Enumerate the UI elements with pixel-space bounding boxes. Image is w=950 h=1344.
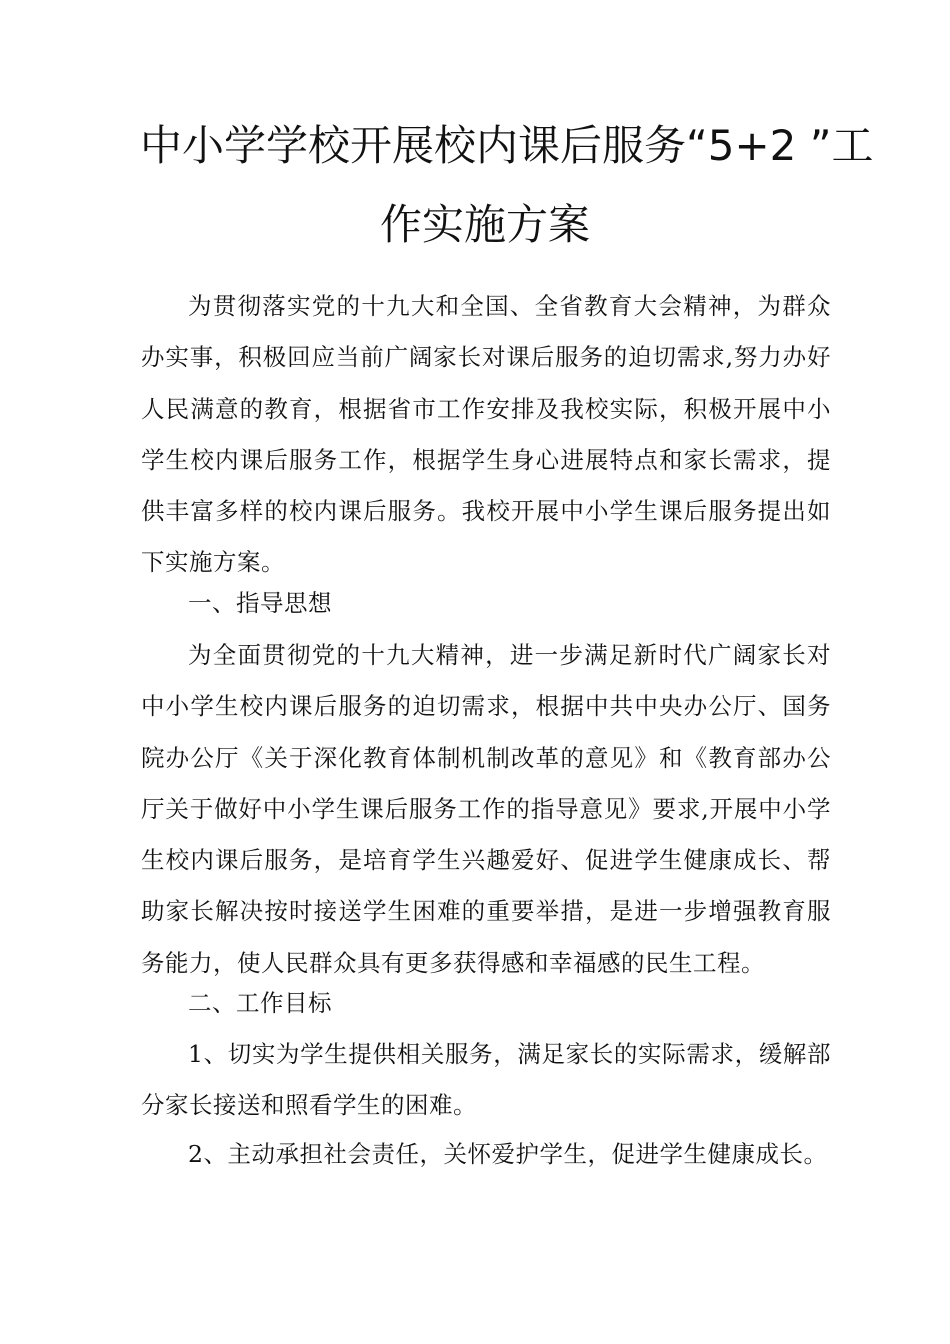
work-goal-item-1: 1、切实为学生提供相关服务，满足家长的实际需求，缓解部分家长接送和照看学生的困难。 xyxy=(141,1040,831,1120)
document-title-line-1: 中小学学校开展校内课后服务“5+2 ”工 xyxy=(140,121,874,170)
section-heading-work-goals: 二、工作目标 xyxy=(188,989,332,1017)
section-heading-guiding-ideology: 一、指导思想 xyxy=(188,589,332,617)
document-title-line-2: 作实施方案 xyxy=(379,200,590,249)
work-goal-item-2: 2、主动承担社会责任，关怀爱护学生，促进学生健康成长。 xyxy=(188,1140,828,1168)
intro-paragraph: 为贯彻落实党的十九大和全国、全省教育大会精神，为群众办实事，积极回应当前广阔家长对课后服务的迫切需求,努力办好人民满意的教育，根据省市工作安排及我校实际，积极开展中小学生校内课后服务工作，根据学生身心进展特点和家长需求，提供丰富多样的校内课后服务。我校开展中小学生课后服务提出如下实施方案。 xyxy=(141,292,831,577)
guiding-ideology-paragraph: 为全面贯彻党的十九大精神，进一步满足新时代广阔家长对中小学生校内课后服务的迫切需求，根据中共中央办公厅、国务院办公厅《关于深化教育体制机制改革的意见》和《教育部办公厅关于做好中小学生课后服务工作的指导意见》要求,开展中小学生校内课后服务，是培育学生兴趣爱好、促进学生健康成长、帮助家长解决按时接送学生困难的重要举措，是进一步增强教育服务能力，使人民群众具有更多获得感和幸福感的民生工程。 xyxy=(141,641,831,977)
